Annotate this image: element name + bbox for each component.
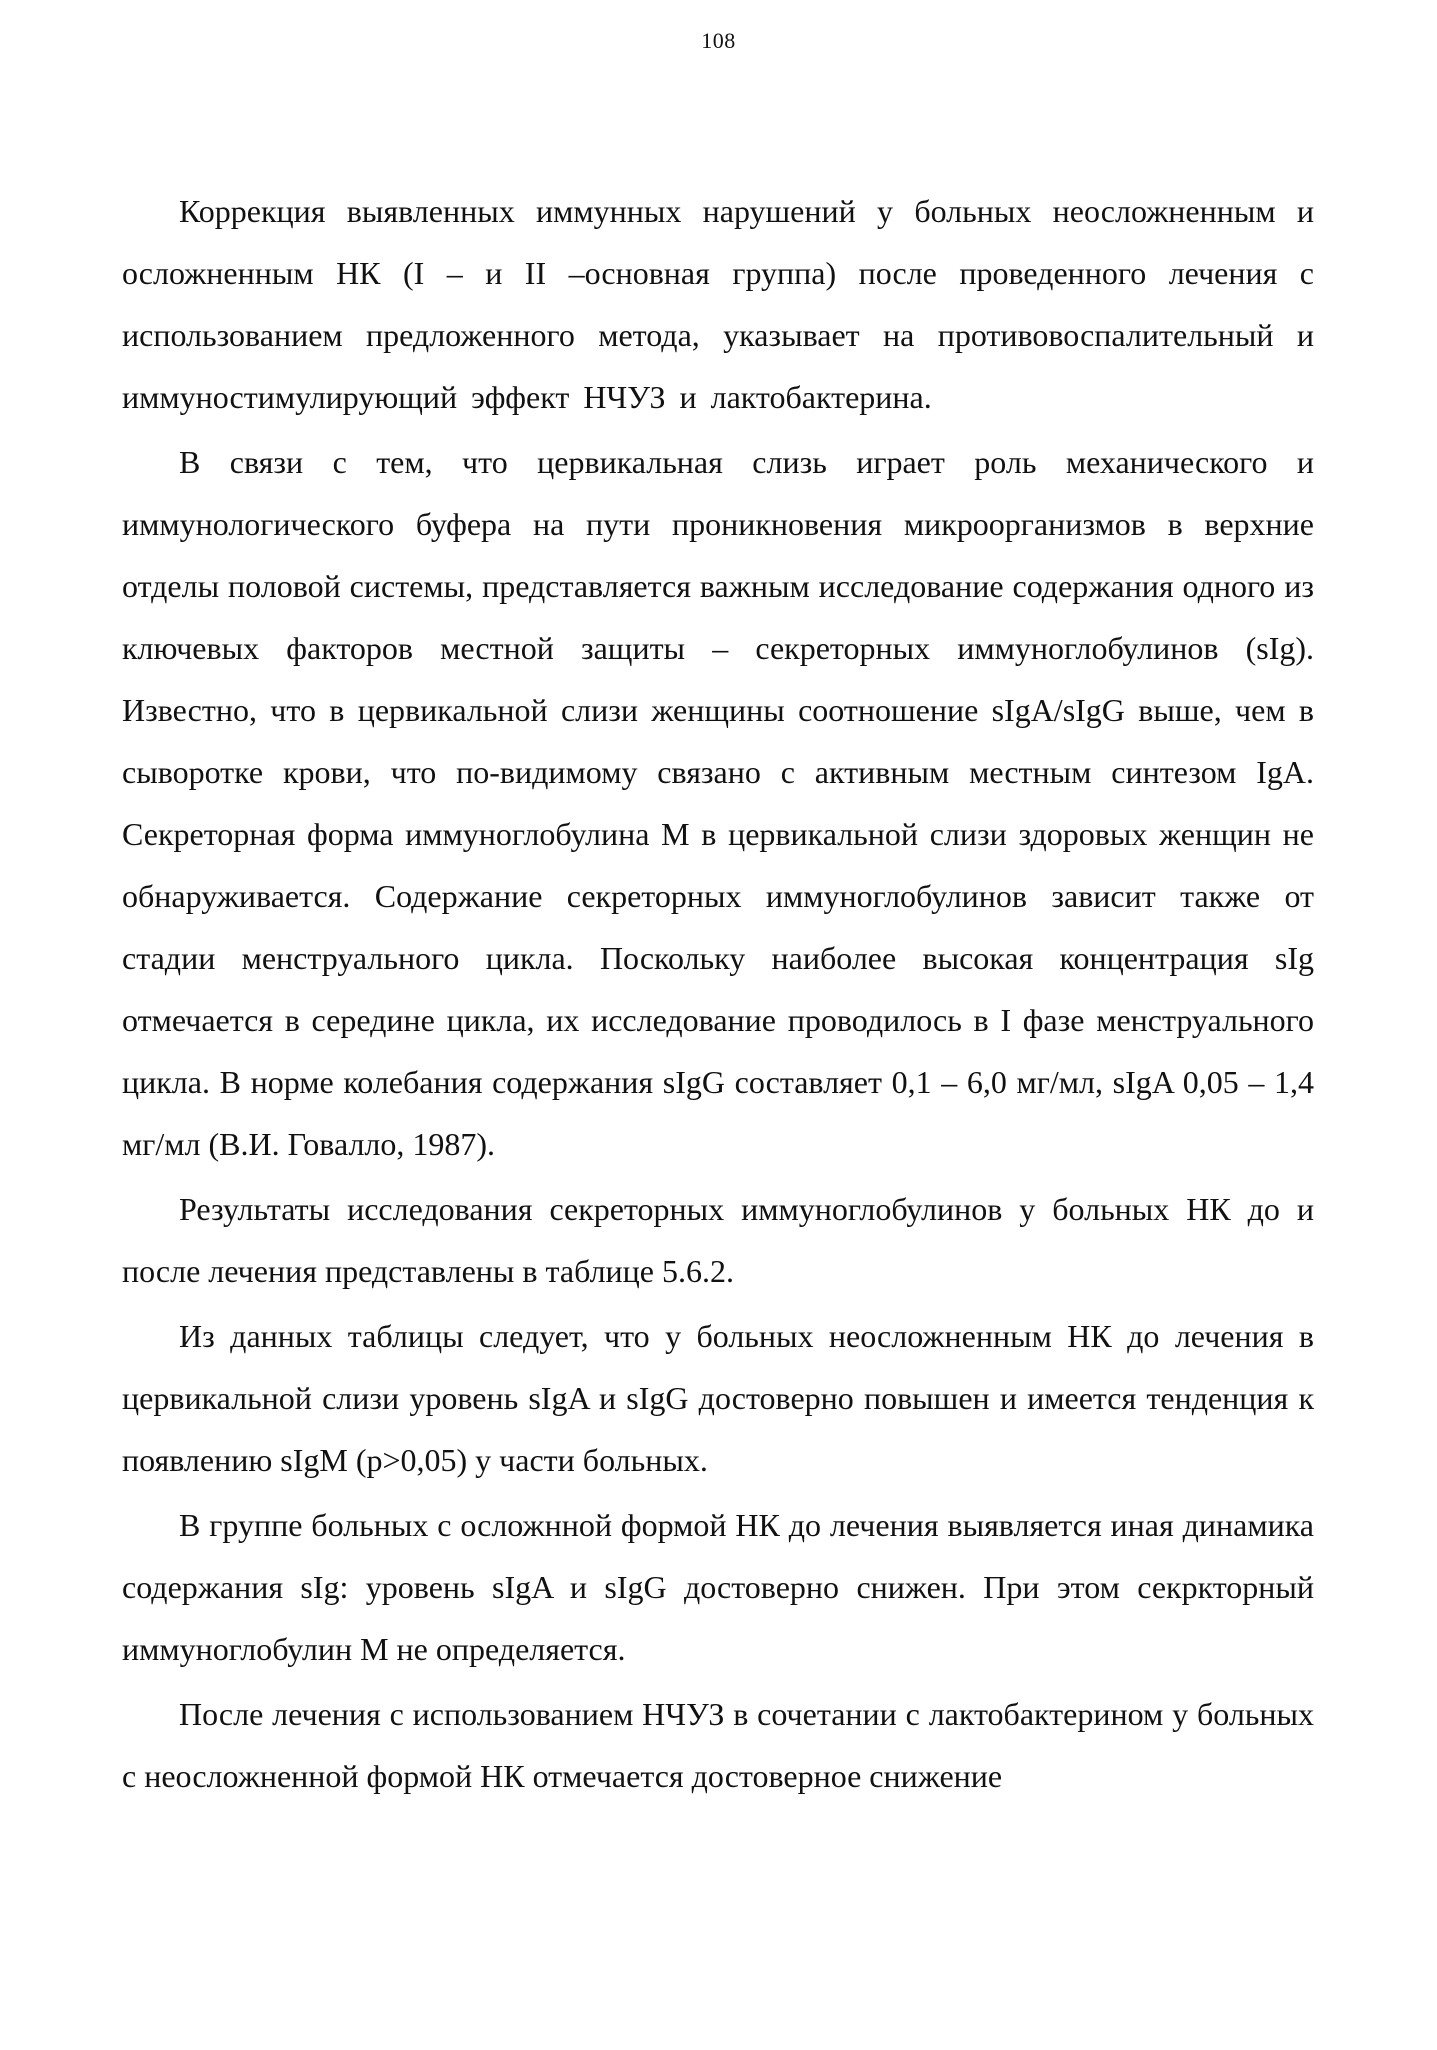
paragraph-results-reference: Результаты исследования секреторных иммуноглобулинов у больных НК до и после лечения представлены в таблице 5.6.2. [122,1191,1314,1289]
paragraph-after-treatment: После лечения с использованием НЧУЗ в сочетании с лактобактерином у больных с неосложненной формой НК отмечается достоверное снижение [122,1696,1314,1794]
body-text [122,180,1314,1807]
paragraph-cervical-mucus: В связи с тем, что цервикальная слизь играет роль механического и иммунологического буфера на пути проникновения микроорганизмов в верхние отделы половой системы, представляется важным исследование содержания одного из ключевых факторов местной защиты – секреторных иммуноглобулинов (sIg). Известно, что в цервикальной слизи женщины соотношение sIgA/sIgG выше, чем в сыворотке крови, что по-видимому связано с активным местным синтезом IgA. Секреторная форма иммуноглобулина М в цервикальной слизи здоровых женщин не обнаруживается. Содержание секреторных иммуноглобулинов зависит также от стадии менструального цикла. Поскольку наиболее высокая концентрация sIg отмечается в середине цикла, их исследование проводилось в I фазе менструального цикла. В норме колебания содержания sIgG составляет 0,1 – 6,0 мг/мл, sIgA 0,05 – 1,4 мг/мл (В.И. Говалло, 1987). [122,444,1314,1162]
paragraph-immune-correction: Коррекция выявленных иммунных нарушений у больных неосложненным и осложненным НК (I – и II –основная группа) после проведенного лечения с использованием предложенного метода, указывает на противовоспалительный и иммуностимулирующий эффект НЧУЗ и лактобактерина. [122,193,1314,415]
paragraph-uncomplicated-findings: Из данных таблицы следует, что у больных неосложненным НК до лечения в цервикальной слизи уровень sIgA и sIgG достоверно повышен и имеется тенденция к появлению sIgM (p>0,05) у части больных. [122,1318,1314,1478]
page-number: 108 [701,28,736,53]
paragraph-complicated-findings: В группе больных с осложнной формой НК до лечения выявляется иная динамика содержания sIg: уровень sIgA и sIgG достоверно снижен. При этом секркторный иммуноглобулин М не определяется. [122,1507,1314,1667]
